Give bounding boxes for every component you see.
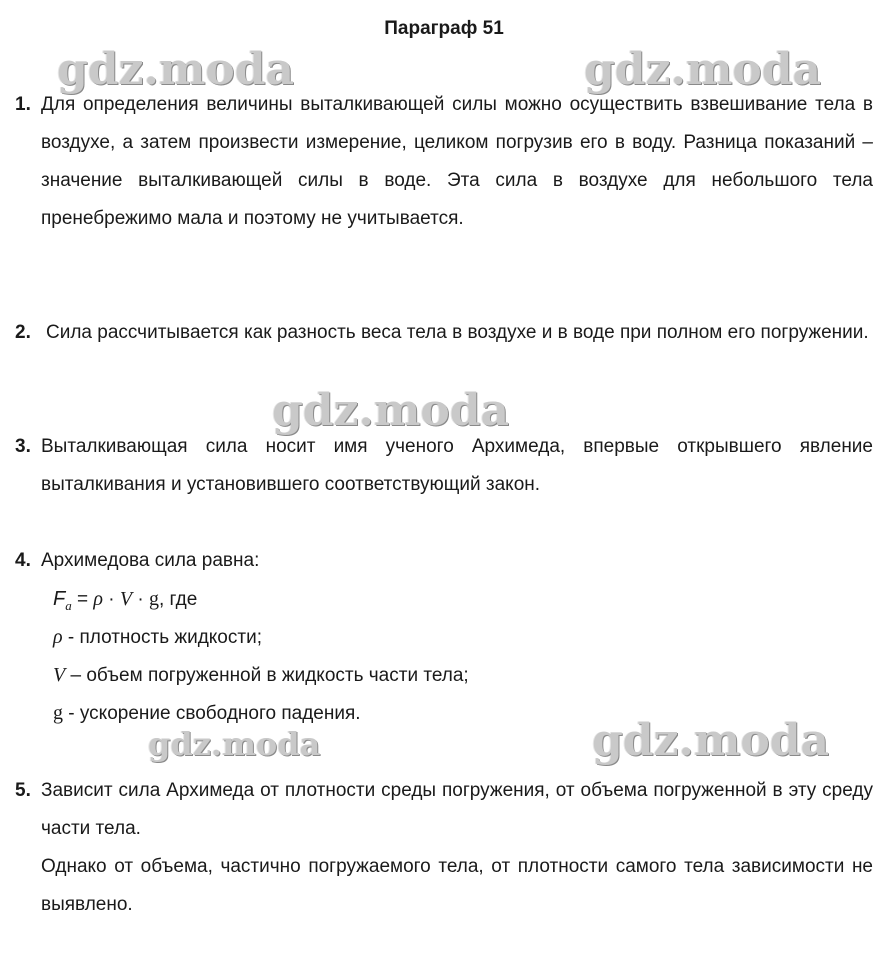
formula-tail: , где <box>158 589 198 610</box>
definition-g <box>53 694 361 733</box>
item-number: 1. <box>15 94 31 115</box>
answer-item-1 <box>15 86 873 238</box>
item-text: Сила рассчитывается как разность веса тела в воздухе и в воде при полном его погружении. <box>46 322 869 343</box>
definition-v <box>53 656 469 695</box>
answer-item-5 <box>15 772 873 924</box>
answer-item-2 <box>15 314 873 352</box>
def-text: - ускорение свободного падения. <box>63 703 361 724</box>
item-number: 5. <box>15 780 31 801</box>
formula-v: V <box>119 588 133 610</box>
item-text: Зависит сила Архимеда от плотности среды погружения, от объема погруженной в эту среду части тела. <box>41 780 873 839</box>
watermark: gdz.moda <box>148 725 321 763</box>
formula-dot: · <box>132 589 149 610</box>
item-text: Для определения величины выталкивающей силы можно осуществить взвешивание тела в воздухе, а затем произвести измерение, целиком погрузив его в воду. Разница показаний – значение выталкивающей силы в воде. Эта сила в воздухе для небольшого тела пренебрежимо мала и поэтому не учитывается. <box>41 94 873 229</box>
watermark: gdz.moda <box>272 385 510 436</box>
def-text: – объем погруженной в жидкость части тела; <box>65 665 469 686</box>
item-text: Выталкивающая сила носит имя ученого Архимеда, впервые открывшего явление выталкивания и установившего соответствующий закон. <box>41 436 873 495</box>
formula-g: g <box>148 588 159 610</box>
formula-dot: · <box>102 589 120 610</box>
def-text: - плотность жидкости; <box>62 627 262 648</box>
def-symbol: ρ <box>53 626 63 648</box>
formula-equals: = <box>71 589 94 610</box>
watermark: gdz.moda <box>584 44 822 95</box>
definition-rho <box>53 618 262 657</box>
item-number: 4. <box>15 550 31 571</box>
item-text: Архимедова сила равна: <box>41 550 260 571</box>
formula-rho: ρ <box>93 588 103 610</box>
item-text: Однако от объема, частично погружаемого тела, от плотности самого тела зависимости не выявлено. <box>41 856 873 915</box>
formula-subscript: a <box>65 597 72 613</box>
def-symbol: V <box>53 664 66 686</box>
answer-item-4 <box>15 542 873 580</box>
watermark: gdz.moda <box>57 44 295 95</box>
watermark: gdz.moda <box>592 715 830 766</box>
item-number: 2. <box>15 322 31 343</box>
item-number: 3. <box>15 436 31 457</box>
answer-item-3 <box>15 428 873 504</box>
def-symbol: g <box>53 702 63 724</box>
page-title: Параграф 51 <box>384 18 504 39</box>
formula-var-f: F <box>53 588 66 610</box>
